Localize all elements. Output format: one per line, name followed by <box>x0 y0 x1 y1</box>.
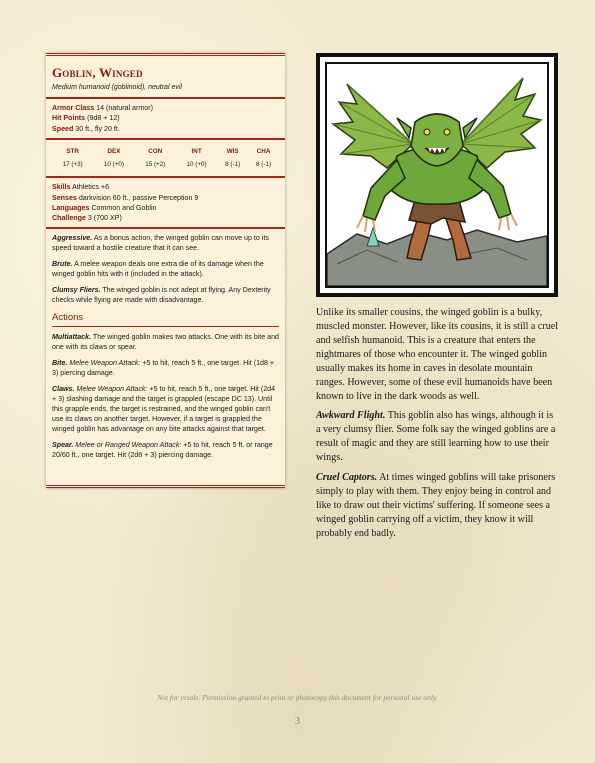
ability-name: DEX <box>107 147 121 155</box>
monster-type: Medium humanoid (goblinoid), neutral evil <box>52 84 182 92</box>
challenge: Challenge 3 (700 XP) <box>52 213 122 222</box>
divider <box>46 138 285 140</box>
action-spear: Spear. Melee or Ranged Weapon Attack: +5 to hit, reach 5 ft. or range 20/60 ft., one target. Hit (2d6 + 3) piercing damage. <box>52 441 273 460</box>
ability-scores-table <box>52 144 279 173</box>
winged-goblin-illustration <box>325 62 549 288</box>
action-claws: Claws. Melee Weapon Attack: +5 to hit, reach 5 ft., one target. Hit (2d4 + 3) slashing damage and the target is grappled (escape DC 13). Until this grapple ends, the target is restrained, and the winged goblin can't use its claws on another target. However, if a target is grappled the winged goblin has advantage on any bite attacks against that target. <box>52 384 276 434</box>
hit-points: Hit Points (9d8 + 12) <box>52 114 120 123</box>
ability-name: WIS <box>226 147 239 155</box>
ability-score: 17 (+3) <box>62 160 83 168</box>
action-bite: Bite. Melee Weapon Attack: +5 to hit, reach 5 ft., one target. Hit (1d8 + 3) piercing damage. <box>52 358 275 377</box>
divider <box>46 227 285 229</box>
ability-score: 15 (+2) <box>145 160 166 168</box>
senses: Senses darkvision 60 ft., passive Perception 9 <box>52 193 199 202</box>
winged-goblin-image <box>327 64 547 286</box>
trait-aggressive: Aggressive. As a bonus action, the winged goblin can move up to its speed toward a hostile creature that it can see. <box>52 233 269 252</box>
ability-name: INT <box>191 147 202 155</box>
page-number: 3 <box>295 716 300 727</box>
monster-name: Goblin, Winged <box>52 65 143 80</box>
actions-heading: Actions <box>52 311 279 326</box>
divider <box>46 97 285 99</box>
illustration-frame <box>316 53 558 297</box>
legal-notice: Not for resale. Permission granted to print or photocopy this document for personal use only. <box>157 693 438 702</box>
trait-clumsy-fliers: Clumsy Fliers. The winged goblin is not adept at flying. Any Dexterity checks while flying are made with disadvantage. <box>52 285 271 305</box>
awkward-flight-paragraph: Awkward Flight. This goblin also has wings, although it is a very clumsy flier. Some folk say the winged goblins are a result of magic and they are still learning how to use their wings. <box>316 410 556 464</box>
ability-name: CHA <box>256 147 271 155</box>
ability-score: 10 (+0) <box>186 160 207 168</box>
divider <box>46 176 285 178</box>
speed: Speed 30 ft., fly 20 ft. <box>52 124 120 133</box>
description-paragraph: Unlike its smaller cousins, the winged goblin is a bulky, muscled monster. However, like its cousins, it is still a cruel and selfish humanoid. This is a creature that enters the nightmares of those who encounter it. The winged goblin usually makes its home in caves in desolate mountain ranges. However, some of these evil humanoids have been known to live in the dark woods as well. <box>316 307 559 402</box>
action-multiattack: Multiattack. The winged goblin makes two attacks. One with its bite and one with its claws or spear. <box>52 332 279 351</box>
trait-brute: Brute. A melee weapon deals one extra die of its damage when the winged goblin hits with it (included in the attack). <box>52 259 264 278</box>
ability-score: 10 (+0) <box>103 160 125 168</box>
languages: Languages Common and Goblin <box>52 203 157 212</box>
armor-class: Armor Class 14 (natural armor) <box>52 104 153 113</box>
stat-block <box>46 53 285 488</box>
ability-name: STR <box>66 147 79 155</box>
ability-score: 8 (-1) <box>225 160 241 168</box>
ability-name: CON <box>148 147 163 155</box>
ability-score: 8 (-1) <box>256 160 272 168</box>
skills: Skills Athletics +6 <box>52 183 110 192</box>
description-text <box>316 306 560 547</box>
cruel-captors-paragraph: Cruel Captors. At times winged goblins will take prisoners simply to play with them. They enjoy being in control and like to draw out their victims' suffering. If someone sees a winged goblin carrying off a victim, they know it will probably end badly. <box>316 472 556 539</box>
